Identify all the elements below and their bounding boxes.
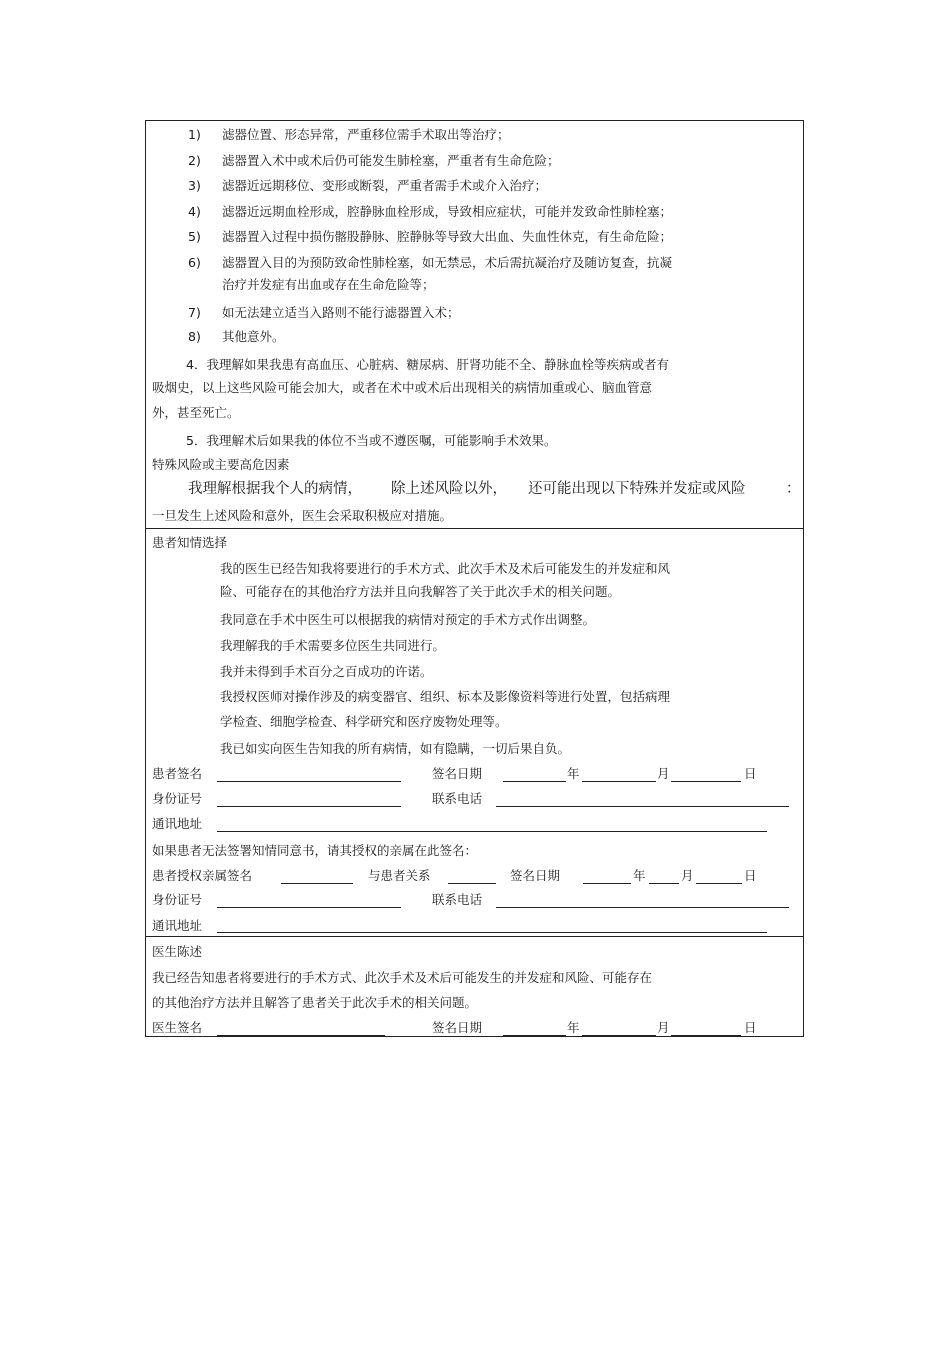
address-field[interactable] — [217, 831, 767, 832]
sign-month-field[interactable] — [582, 781, 656, 782]
doctor-sign-year-field[interactable] — [503, 1035, 566, 1036]
paragraph-4-line: 4．我理解如果我患有高血压、心脏病、糖尿病、肝肾功能不全、静脉血栓等疾病或者有 — [186, 357, 669, 372]
risk-number: 5) — [188, 229, 201, 244]
patient-signature-label: 患者签名 — [152, 766, 203, 781]
risk-number: 3) — [188, 178, 201, 193]
risk-item: 其他意外。 — [222, 329, 285, 344]
sign-date-label: 签名日期 — [432, 1020, 483, 1035]
relative-address-field[interactable] — [217, 932, 767, 933]
day-label: 日 — [744, 868, 757, 883]
doctor-sign-month-field[interactable] — [582, 1035, 656, 1036]
month-label: 月 — [681, 868, 694, 883]
sign-day-field[interactable] — [671, 781, 741, 782]
risk-number: 6) — [188, 255, 201, 270]
sign-year-field[interactable] — [503, 781, 566, 782]
address-label: 通讯地址 — [152, 816, 203, 831]
section-title: 医生陈述 — [152, 944, 203, 959]
risk-number: 8) — [188, 329, 201, 344]
risk-number: 4) — [188, 204, 201, 219]
risk-item: 滤器位置、形态异常，严重移位需手术取出等治疗； — [222, 127, 510, 142]
year-label: 年 — [633, 868, 646, 883]
consent-statement: 我同意在手术中医生可以根据我的病情对预定的手术方式作出调整。 — [220, 612, 596, 627]
relative-sign-year-field[interactable] — [583, 883, 631, 884]
risk-item: 滤器置入术中或术后仍可能发生肺栓塞，严重者有生命危险； — [222, 153, 560, 168]
consent-statement: 险、可能存在的其他治疗方法并且向我解答了关于此次手术的相关问题。 — [220, 584, 621, 599]
consent-statement: 我授权医师对操作涉及的病变器官、组织、标本及影像资料等进行处置，包括病理 — [220, 689, 671, 704]
relative-sign-day-field[interactable] — [696, 883, 742, 884]
consent-statement: 我理解我的手术需要多位医生共同进行。 — [220, 638, 446, 653]
relative-phone-field[interactable] — [496, 907, 789, 908]
year-label: 年 — [567, 766, 580, 781]
id-number-field[interactable] — [217, 806, 401, 807]
special-risk-text: 除上述风险以外， — [391, 481, 507, 497]
paragraph-4-line: 吸烟史，以上这些风险可能会加大，或者在术中或术后出现相关的病情加重或心、脑血管意 — [152, 380, 653, 395]
phone-label: 联系电话 — [432, 892, 483, 907]
section-title: 患者知情选择 — [152, 535, 228, 550]
special-risk-title: 特殊风险或主要高危因素 — [152, 457, 290, 472]
phone-label: 联系电话 — [432, 791, 483, 806]
special-risk-text: 一旦发生上述风险和意外，医生会采取积极应对措施。 — [152, 508, 453, 523]
risk-item: 如无法建立适当入路则不能行滤器置入术； — [222, 305, 460, 320]
month-label: 月 — [657, 1020, 670, 1035]
relative-sign-month-field[interactable] — [649, 883, 679, 884]
consent-statement: 我已如实向医生告知我的所有病情，如有隐瞒，一切后果自负。 — [220, 741, 571, 756]
risk-number: 1) — [188, 127, 201, 142]
month-label: 月 — [657, 766, 670, 781]
doctor-statement: 的其他治疗方法并且解答了患者关于此次手术的相关问题。 — [152, 995, 478, 1010]
risk-item-continued: 治疗并发症有出血或存在生命危险等； — [222, 277, 435, 292]
paragraph-4-line: 外，甚至死亡。 — [152, 405, 240, 420]
doctor-signature-field[interactable] — [217, 1035, 385, 1036]
special-risk-colon: ： — [786, 481, 801, 497]
id-number-label: 身份证号 — [152, 892, 203, 907]
day-label: 日 — [744, 1020, 757, 1035]
risk-item: 滤器近远期血栓形成，腔静脉血栓形成，导致相应症状，可能并发致命性肺栓塞； — [222, 204, 673, 219]
relative-signature-label: 患者授权亲属签名 — [152, 868, 253, 883]
section-divider — [146, 528, 803, 529]
day-label: 日 — [744, 766, 757, 781]
phone-field[interactable] — [496, 806, 789, 807]
section-divider — [146, 936, 803, 937]
address-label: 通讯地址 — [152, 918, 203, 933]
special-risk-text: 我理解根据我个人的病情， — [188, 481, 362, 497]
risk-item: 滤器置入目的为预防致命性肺栓塞，如无禁忌，术后需抗凝治疗及随访复查，抗凝 — [222, 255, 673, 270]
sign-date-label: 签名日期 — [510, 868, 561, 883]
doctor-sign-day-field[interactable] — [671, 1035, 741, 1036]
relative-note: 如果患者无法签署知情同意书，请其授权的亲属在此签名： — [152, 843, 478, 858]
consent-statement: 我并未得到手术百分之百成功的许诺。 — [220, 664, 433, 679]
risk-number: 2) — [188, 153, 201, 168]
patient-signature-field[interactable] — [217, 781, 401, 782]
sign-date-label: 签名日期 — [432, 766, 483, 781]
risk-number: 7) — [188, 305, 201, 320]
doctor-signature-label: 医生签名 — [152, 1020, 203, 1035]
consent-statement: 我的医生已经告知我将要进行的手术方式、此次手术及术后可能发生的并发症和风 — [220, 561, 671, 576]
doctor-statement: 我已经告知患者将要进行的手术方式、此次手术及术后可能发生的并发症和风险、可能存在 — [152, 970, 653, 985]
relative-signature-field[interactable] — [281, 883, 353, 884]
consent-statement: 学检查、细胞学检查、科学研究和医疗废物处理等。 — [220, 714, 508, 729]
consent-form-table — [145, 120, 804, 1037]
relation-field[interactable] — [448, 883, 496, 884]
special-risk-text: 还可能出现以下特殊并发症或风险 — [528, 481, 746, 497]
relation-label: 与患者关系 — [368, 868, 431, 883]
year-label: 年 — [567, 1020, 580, 1035]
id-number-label: 身份证号 — [152, 791, 203, 806]
paragraph-5: 5．我理解术后如果我的体位不当或不遵医嘱，可能影响手术效果。 — [186, 433, 557, 448]
risk-item: 滤器置入过程中损伤髂股静脉、腔静脉等导致大出血、失血性休克，有生命危险； — [222, 229, 673, 244]
risk-item: 滤器近远期移位、变形或断裂，严重者需手术或介入治疗； — [222, 178, 548, 193]
relative-id-number-field[interactable] — [217, 907, 401, 908]
